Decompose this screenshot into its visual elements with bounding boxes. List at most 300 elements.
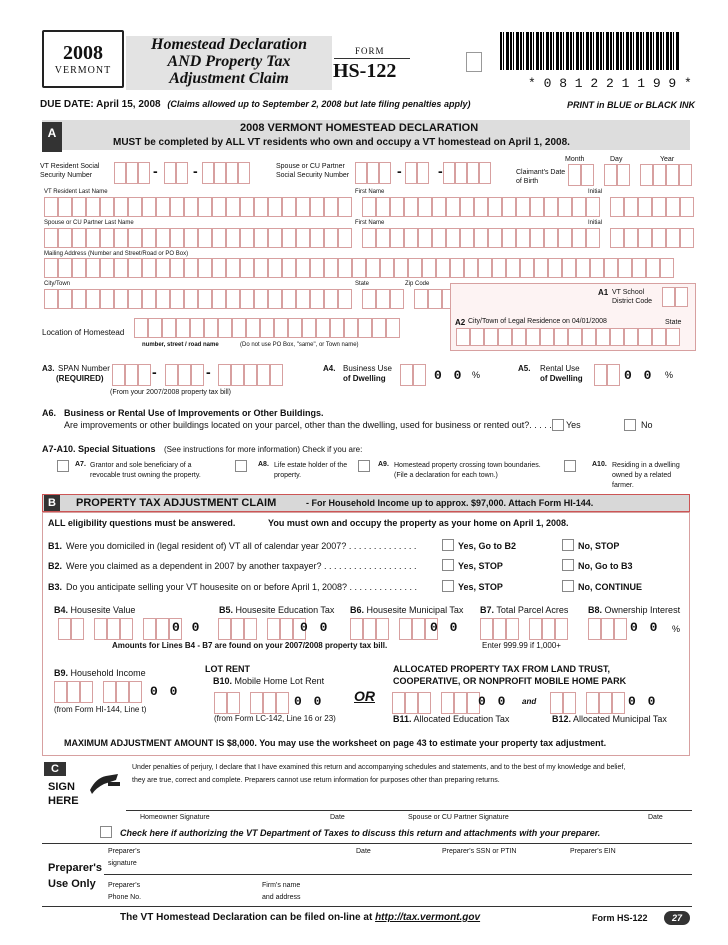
entry-cell[interactable] [405,692,418,714]
entry-cell[interactable] [254,289,268,309]
a6-yes-checkbox[interactable] [552,419,564,431]
entry-cell[interactable] [418,692,431,714]
entry-cell[interactable] [67,681,80,703]
entry-cell[interactable] [390,197,404,217]
entry-cell[interactable] [226,289,240,309]
entry-cell[interactable] [227,692,240,714]
spouse-sig-label: Spouse or CU Partner Signature [408,814,509,821]
entry-cell[interactable] [274,318,288,338]
entry-cell[interactable] [156,289,170,309]
entry-cell[interactable] [456,328,470,346]
entry-cell[interactable] [612,692,625,714]
entry-cell[interactable] [362,197,376,217]
entry-cell[interactable] [254,258,268,278]
entry-cell[interactable] [526,328,540,346]
entry-cell[interactable] [460,197,474,217]
b4-label [54,605,135,615]
entry-cell[interactable] [544,197,558,217]
entry-cell[interactable] [54,681,67,703]
a6-no-checkbox[interactable] [624,419,636,431]
entry-cell[interactable] [324,258,338,278]
entry-cell[interactable] [103,681,116,703]
entry-cell[interactable] [680,228,694,248]
entry-cell[interactable] [652,197,666,217]
entry-cell[interactable] [596,328,610,346]
entry-cell[interactable] [282,228,296,248]
entry-cell[interactable] [350,618,363,640]
entry-cell[interactable] [114,289,128,309]
entry-cell[interactable] [120,618,133,640]
entry-cell[interactable] [568,328,582,346]
entry-cell[interactable] [296,228,310,248]
b4-code: B4. [54,605,69,615]
entry-cell[interactable] [352,258,366,278]
entry-cell[interactable] [156,228,170,248]
entry-cell[interactable] [586,692,599,714]
entry-cell[interactable] [372,318,386,338]
entry-cell[interactable] [156,258,170,278]
entry-cell[interactable] [142,228,156,248]
entry-cell[interactable] [268,258,282,278]
entry-cell[interactable] [296,197,310,217]
entry-cell[interactable] [563,692,576,714]
entry-cell[interactable] [362,228,376,248]
entry-cell[interactable] [263,692,276,714]
entry-cell[interactable] [516,197,530,217]
entry-cell[interactable] [550,692,563,714]
entry-cell[interactable] [488,228,502,248]
entry-cell[interactable] [250,692,263,714]
b7-label [480,605,568,615]
page-number: 27 [664,911,690,925]
entry-cell[interactable] [399,618,412,640]
entry-cell[interactable] [454,692,467,714]
form-label: FORM [355,46,385,56]
entry-cell[interactable] [418,197,432,217]
sign-label: SIGN [48,781,75,793]
entry-cell[interactable] [128,197,142,217]
entry-cell[interactable] [214,692,227,714]
entry-cell[interactable] [288,318,302,338]
entry-cell[interactable] [394,258,408,278]
entry-cell[interactable] [240,228,254,248]
entry-cell[interactable] [142,197,156,217]
entry-cell[interactable] [282,197,296,217]
b12-decimals: 0 0 [628,694,658,709]
entry-cell[interactable] [512,328,526,346]
household-income-field[interactable] [54,681,142,703]
entry-cell[interactable] [376,289,390,309]
entry-cell[interactable] [422,258,436,278]
entry-cell[interactable] [282,258,296,278]
a10-checkbox[interactable] [564,460,576,472]
entry-cell[interactable] [198,289,212,309]
entry-cell[interactable] [268,228,282,248]
entry-cell[interactable] [310,289,324,309]
entry-cell[interactable] [212,228,226,248]
entry-cell[interactable] [404,228,418,248]
entry-cell[interactable] [142,289,156,309]
entry-cell[interactable] [44,197,58,217]
entry-cell[interactable] [86,197,100,217]
entry-cell[interactable] [184,228,198,248]
entry-cell[interactable] [428,289,442,309]
entry-cell[interactable] [86,289,100,309]
a8-checkbox[interactable] [235,460,247,472]
entry-cell[interactable] [562,258,576,278]
entry-cell[interactable] [493,618,506,640]
entry-cell[interactable] [86,258,100,278]
a7-checkbox[interactable] [57,460,69,472]
entry-cell[interactable] [226,228,240,248]
entry-cell[interactable] [218,618,231,640]
entry-cell[interactable] [344,318,358,338]
entry-cell[interactable] [302,318,316,338]
entry-cell[interactable] [414,289,428,309]
housesite-value-field[interactable] [58,618,182,640]
entry-cell[interactable] [652,328,666,346]
entry-cell[interactable] [530,197,544,217]
entry-cell[interactable] [432,228,446,248]
rental-use-field[interactable] [594,364,620,386]
b2-yes-checkbox[interactable] [442,559,454,571]
entry-cell[interactable] [604,258,618,278]
entry-cell[interactable] [446,228,460,248]
entry-cell[interactable] [516,228,530,248]
entry-cell[interactable] [316,318,330,338]
entry-cell[interactable] [218,318,232,338]
a3-required: (REQUIRED) [56,374,104,383]
entry-cell[interactable] [114,228,128,248]
entry-cell[interactable] [72,258,86,278]
entry-cell[interactable] [324,197,338,217]
entry-cell[interactable] [170,258,184,278]
a6-code: A6. [42,408,57,418]
entry-cell[interactable] [58,197,72,217]
entry-cell[interactable] [520,258,534,278]
entry-cell[interactable] [114,258,128,278]
entry-cell[interactable] [148,318,162,338]
entry-cell[interactable] [502,228,516,248]
entry-cell[interactable] [450,258,464,278]
entry-cell[interactable] [268,289,282,309]
a9-checkbox[interactable] [358,460,370,472]
alloc-education-field[interactable] [392,692,480,714]
entry-cell[interactable] [198,228,212,248]
entry-cell[interactable] [460,228,474,248]
entry-cell[interactable] [184,289,198,309]
entry-cell[interactable] [170,197,184,217]
entry-cell[interactable] [610,197,624,217]
entry-cell[interactable] [190,318,204,338]
entry-cell[interactable] [184,197,198,217]
entry-cell[interactable] [212,289,226,309]
legal-residence-field[interactable] [456,328,680,346]
dob-month: Month [565,156,585,163]
entry-cell[interactable] [474,197,488,217]
entry-cell[interactable] [170,228,184,248]
entry-cell[interactable] [310,228,324,248]
entry-cell[interactable] [231,618,244,640]
entry-cell[interactable] [464,258,478,278]
entry-cell[interactable] [260,318,274,338]
entry-cell[interactable] [586,228,600,248]
entry-cell[interactable] [412,618,425,640]
span-number-field[interactable] [112,364,283,386]
entry-cell[interactable] [572,228,586,248]
entry-cell[interactable] [100,228,114,248]
entry-cell[interactable] [142,258,156,278]
title-line2: AND Property Tax [167,53,291,70]
entry-cell[interactable] [376,228,390,248]
entry-cell[interactable] [338,289,352,309]
first-name-label: First Name [355,189,385,195]
location-field[interactable] [134,318,400,338]
entry-cell[interactable] [599,692,612,714]
signature-line[interactable] [126,810,692,811]
entry-cell[interactable] [590,258,604,278]
entry-cell[interactable] [338,228,352,248]
entry-cell[interactable] [324,289,338,309]
dob-label: Claimant's Date of Birth [516,169,566,185]
entry-cell[interactable] [386,318,400,338]
entry-cell[interactable] [330,318,344,338]
entry-cell[interactable] [362,289,376,309]
entry-cell[interactable] [156,197,170,217]
entry-cell[interactable] [156,618,169,640]
entry-cell[interactable] [404,197,418,217]
entry-cell[interactable] [44,228,58,248]
entry-cell[interactable] [572,197,586,217]
entry-cell[interactable] [540,328,554,346]
entry-cell[interactable] [418,228,432,248]
entry-cell[interactable] [338,197,352,217]
entry-cell[interactable] [624,197,638,217]
b1-yes-checkbox[interactable] [442,539,454,551]
b12-label [552,714,667,724]
entry-cell[interactable] [226,258,240,278]
entry-cell[interactable] [170,289,184,309]
entry-cell[interactable] [441,692,454,714]
entry-cell[interactable] [380,258,394,278]
municipal-tax-field[interactable] [350,618,438,640]
entry-cell[interactable] [246,318,260,338]
entry-cell[interactable] [324,228,338,248]
entry-cell[interactable] [358,318,372,338]
entry-cell[interactable] [58,289,72,309]
entry-cell[interactable] [666,328,680,346]
entry-cell[interactable] [176,318,190,338]
entry-cell[interactable] [58,258,72,278]
spouse-last-field[interactable] [44,228,694,248]
entry-cell[interactable] [116,681,129,703]
footer-url[interactable]: http://tax.vermont.gov [375,912,481,923]
pct-sign: % [472,370,481,380]
entry-cell[interactable] [542,618,555,640]
b1-no-checkbox[interactable] [562,539,574,551]
entry-cell[interactable] [390,228,404,248]
entry-cell[interactable] [44,289,58,309]
entry-cell[interactable] [204,318,218,338]
entry-cell[interactable] [114,197,128,217]
business-use-field[interactable] [400,364,426,386]
entry-cell[interactable] [506,618,519,640]
entry-cell[interactable] [638,197,652,217]
entry-cell[interactable] [128,289,142,309]
pct-sign: % [665,370,674,380]
entry-cell[interactable] [240,289,254,309]
entry-cell[interactable] [134,318,148,338]
last-name-field[interactable] [44,197,694,217]
entry-cell[interactable] [544,228,558,248]
entry-cell[interactable] [184,258,198,278]
lot-rent-field[interactable] [214,692,289,714]
entry-cell[interactable] [610,328,624,346]
entry-cell[interactable] [624,328,638,346]
entry-cell[interactable] [143,618,156,640]
parcel-acres-field[interactable] [480,618,568,640]
entry-cell[interactable] [80,681,93,703]
entry-cell[interactable] [488,197,502,217]
entry-cell[interactable] [240,197,254,217]
b3-no-checkbox[interactable] [562,580,574,592]
spouse-ssn-field[interactable] [355,162,491,184]
entry-cell[interactable] [198,258,212,278]
ownership-field[interactable] [588,618,627,640]
entry-cell[interactable] [100,197,114,217]
entry-cell[interactable] [44,258,58,278]
entry-cell[interactable] [107,618,120,640]
entry-cell[interactable] [254,197,268,217]
alloc-municipal-field[interactable] [550,692,625,714]
entry-cell[interactable] [582,328,596,346]
entry-cell[interactable] [478,258,492,278]
entry-cell[interactable] [162,318,176,338]
entry-cell[interactable] [212,258,226,278]
entry-cell[interactable] [100,289,114,309]
education-tax-field[interactable] [218,618,306,640]
entry-cell[interactable] [296,289,310,309]
entry-cell[interactable] [498,328,512,346]
entry-cell[interactable] [666,197,680,217]
entry-cell[interactable] [276,692,289,714]
entry-cell[interactable] [282,289,296,309]
entry-cell[interactable] [390,289,404,309]
entry-cell[interactable] [72,197,86,217]
school-district-code-field[interactable] [662,287,688,307]
entry-cell[interactable] [555,618,568,640]
barcode-icon [500,32,680,70]
entry-cell[interactable] [240,258,254,278]
entry-cell[interactable] [254,228,268,248]
entry-cell[interactable] [280,618,293,640]
entry-cell[interactable] [576,258,590,278]
entry-cell[interactable] [128,228,142,248]
entry-cell[interactable] [338,258,352,278]
entry-cell[interactable] [502,197,516,217]
entry-cell[interactable] [72,289,86,309]
entry-cell[interactable] [58,228,72,248]
entry-cell[interactable] [310,258,324,278]
entry-cell[interactable] [558,228,572,248]
authorize-checkbox[interactable] [100,826,112,838]
entry-cell[interactable] [212,197,226,217]
entry-cell[interactable] [267,618,280,640]
entry-cell[interactable] [94,618,107,640]
entry-cell[interactable] [666,228,680,248]
entry-cell[interactable] [529,618,542,640]
entry-cell[interactable] [480,618,493,640]
entry-cell[interactable] [408,258,422,278]
entry-cell[interactable] [198,197,212,217]
last-name-label: VT Resident Last Name [44,189,108,195]
entry-cell[interactable] [558,197,572,217]
entry-cell[interactable] [232,318,246,338]
entry-cell[interactable] [244,618,257,640]
vt-ssn-field[interactable] [114,162,250,184]
entry-cell[interactable] [363,618,376,640]
entry-cell[interactable] [470,328,484,346]
entry-cell[interactable] [268,197,282,217]
entry-cell[interactable] [86,228,100,248]
entry-cell[interactable] [71,618,84,640]
entry-cell[interactable] [660,258,674,278]
entry-cell[interactable] [376,197,390,217]
entry-cell[interactable] [548,258,562,278]
dob-field[interactable] [568,164,692,186]
rental-use-decimals: 0 0 [624,368,654,383]
b5-label [219,605,334,615]
b8-decimals: 0 0 [630,620,660,635]
entry-cell[interactable] [506,258,520,278]
b2-no-checkbox[interactable] [562,559,574,571]
entry-cell[interactable] [534,258,548,278]
entry-cell[interactable] [530,228,544,248]
entry-cell[interactable] [446,197,460,217]
entry-cell[interactable] [58,618,71,640]
entry-cell[interactable] [129,681,142,703]
entry-cell[interactable] [638,228,652,248]
entry-cell[interactable] [554,328,568,346]
entry-cell[interactable] [100,258,114,278]
entry-cell[interactable] [492,258,506,278]
entry-cell[interactable] [624,228,638,248]
entry-cell[interactable] [586,197,600,217]
entry-cell[interactable] [484,328,498,346]
entry-cell[interactable] [436,258,450,278]
entry-cell[interactable] [72,228,86,248]
entry-cell[interactable] [632,258,646,278]
entry-cell[interactable] [432,197,446,217]
entry-cell[interactable] [474,228,488,248]
entry-cell[interactable] [226,197,240,217]
entry-cell[interactable] [618,258,632,278]
entry-cell[interactable] [680,197,694,217]
entry-cell[interactable] [610,228,624,248]
entry-cell[interactable] [366,258,380,278]
entry-cell[interactable] [392,692,405,714]
entry-cell[interactable] [128,258,142,278]
entry-cell[interactable] [646,258,660,278]
entry-cell[interactable] [296,258,310,278]
mailing-field[interactable] [44,258,674,278]
entry-cell[interactable] [310,197,324,217]
entry-cell[interactable] [652,228,666,248]
ink-note: PRINT in BLUE or BLACK INK [567,100,695,110]
entry-cell[interactable] [376,618,389,640]
b3-yes-checkbox[interactable] [442,580,454,592]
entry-cell[interactable] [638,328,652,346]
